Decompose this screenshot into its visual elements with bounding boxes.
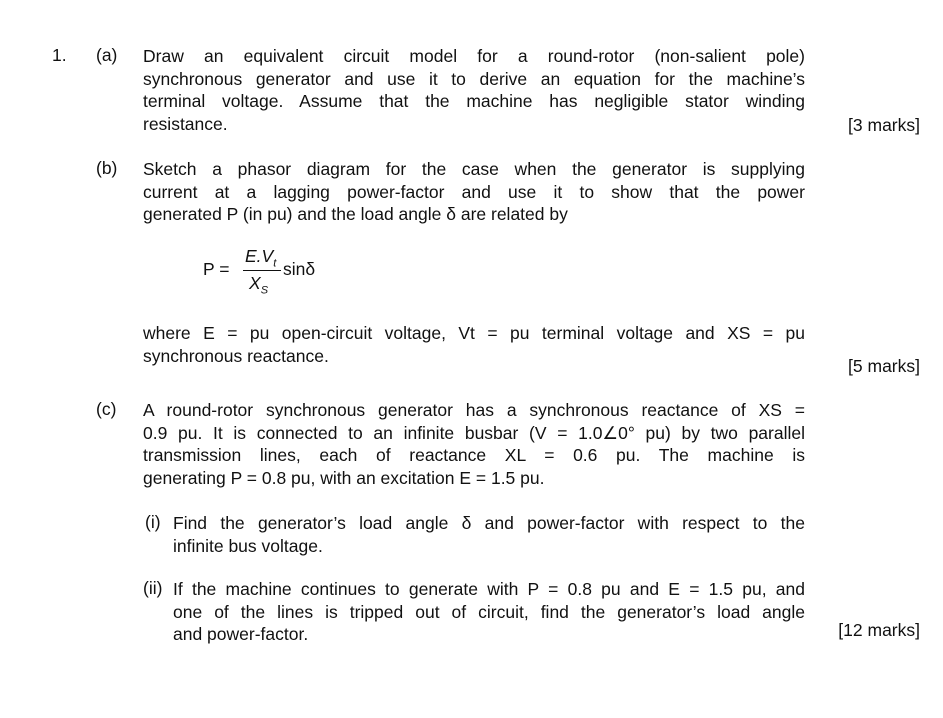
equation-trig: sinδ [283,259,316,279]
part-b-line: generated P (in pu) and the load angle δ are related by [143,204,568,224]
equation-lhs: P = [203,259,230,279]
equation-numerator [245,246,276,270]
part-c-line: 0.9 pu. It is connected to an infinite busbar (V = 1.0∠0° pu) by two parallel [143,422,805,443]
part-b-where-text [143,322,805,367]
part-a-line: terminal voltage. Assume that the machine has negligible stator winding [143,91,805,111]
part-c-ii-line: and power-factor. [173,624,309,644]
part-a-text [143,45,805,135]
part-c-text [143,399,805,489]
part-b-line: current at a lagging power-factor and use it to show that the power [143,181,805,202]
part-a-label: (a) [96,45,118,65]
equation-denominator-sub: S [260,284,269,297]
part-c-line: A round-rotor synchronous generator has a synchronous reactance of XS = [143,400,805,420]
part-b-line: Sketch a phasor diagram for the case when the generator is supplying [143,159,805,179]
part-a-line: resistance. [143,113,228,134]
part-c-i-text [173,512,805,557]
part-c-line: transmission lines, each of reactance XL = 0.6 pu. The machine is [143,445,805,465]
part-b-text [143,158,805,226]
part-b-where-line: synchronous reactance. [143,345,329,366]
part-b-where-line: where E = pu open-circuit voltage, Vt = pu terminal voltage and XS = pu [143,323,805,343]
part-c-ii-text [173,578,805,646]
fraction-bar [243,270,281,271]
part-c-ii-label: (ii) [143,578,163,598]
part-c-marks: [12 marks] [838,620,920,640]
equation-denominator-text: X [249,273,261,293]
part-a-line: Draw an equivalent circuit model for a round-rotor (non-salient pole) [143,46,805,66]
part-c-i-line: Find the generator’s load angle δ and power-factor with respect to the [173,513,805,533]
part-a-line: synchronous generator and use it to derive an equation for the machine’s [143,68,805,89]
part-c-label: (c) [96,399,117,419]
part-c-ii-line: If the machine continues to generate with P = 0.8 pu and E = 1.5 pu, and [173,579,805,599]
part-a-marks: [3 marks] [848,115,920,135]
part-c-ii-line: one of the lines is tripped out of circuit, find the generator’s load angle [173,601,805,622]
part-c-i-line: infinite bus voltage. [173,535,323,556]
question-number: 1. [52,45,67,65]
part-c-line: generating P = 0.8 pu, with an excitation E = 1.5 pu. [143,467,545,488]
part-b-marks: [5 marks] [848,356,920,376]
equation-numerator-text: E.V [245,246,274,266]
equation-denominator [249,273,268,297]
part-c-i-label: (i) [145,512,161,532]
part-b-label: (b) [96,158,118,178]
equation-numerator-sub: t [273,257,277,270]
power-angle-equation [203,246,333,302]
